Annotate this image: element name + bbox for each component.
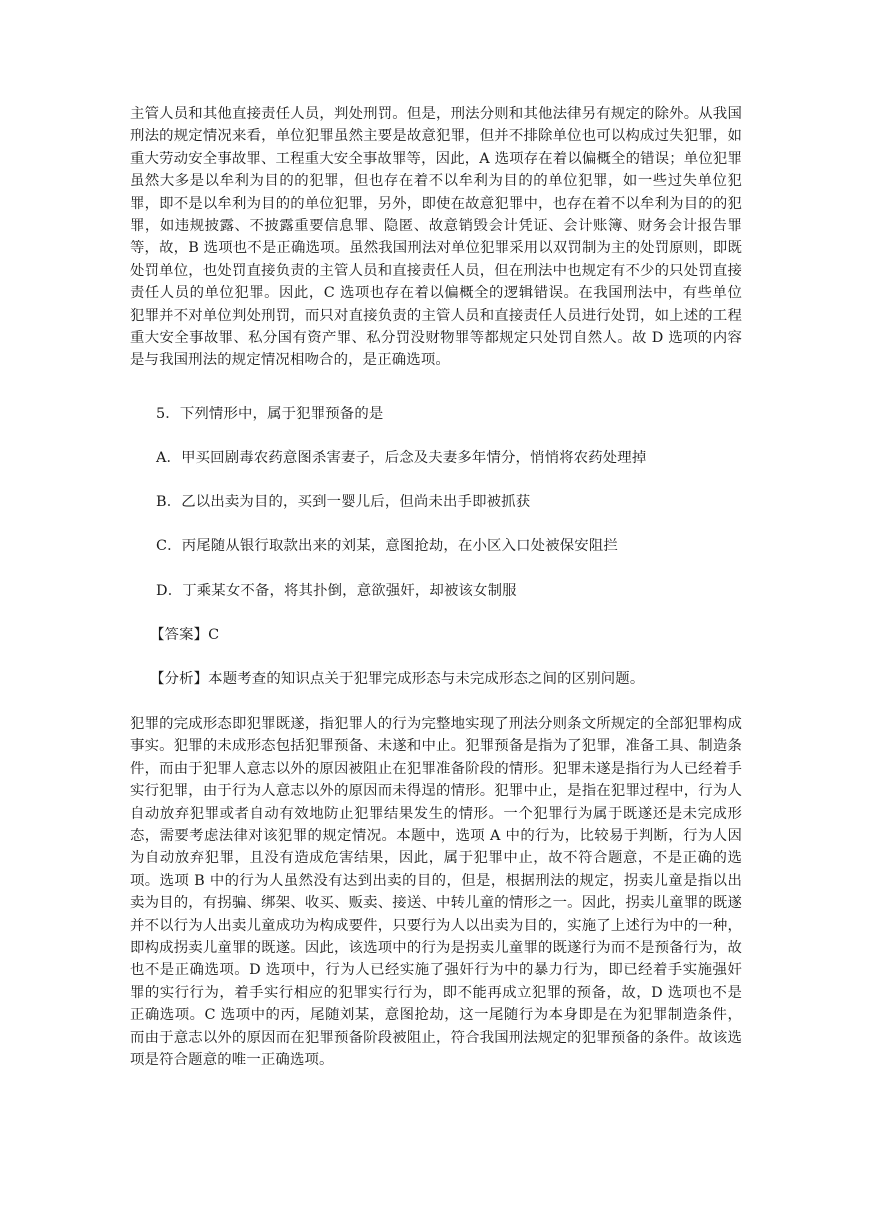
option-c: C．丙尾随从银行取款出来的刘某，意图抢劫，在小区入口处被保安阻拦 bbox=[156, 538, 618, 554]
explanation-paragraph-previous: 主管人员和其他直接责任人员，判处刑罚。但是，刑法分则和其他法律另有规定的除外。从我国刑法的规定情况来看，单位犯罪虽然主要是故意犯罪，但并不排除单位也可以构成过失犯罪，如重大劳动安全事故罪、工程重大安全事故罪等，因此，A 选项存在着以偏概全的错误；单位犯罪虽然大多是以牟利为目的的犯罪，但也存在着不以牟利为目的的单位犯罪，如一些过失单位犯罪，即不是以牟利为目的的单位犯罪，另外，即使在故意犯罪中，也存在着不以牟利为目的的犯罪，如违规披露、不披露重要信息罪、隐匿、故意销毁会计凭证、会计账簿、财务会计报告罪等，故，B 选项也不是正确选项。虽然我国刑法对单位犯罪采用以双罚制为主的处罚原则，即既处罚单位，也处罚直接负责的主管人员和直接责任人员，但在刑法中也规定有不少的只处罚直接责任人员的单位犯罪。因此，C 选项也存在着以偏概全的逻辑错误。在我国刑法中，有些单位犯罪并不对单位判处刑罚，而只对直接负责的主管人员和直接责任人员进行处罚，如上述的工程重大安全事故罪、私分国有资产罪、私分罚没财物罪等都规定只处罚自然人。故 D 选项的内容是与我国刑法的规定情况相吻合的，是正确选项。 bbox=[130, 106, 742, 369]
analysis-intro: 【分析】本题考查的知识点关于犯罪完成形态与未完成形态之间的区别问题。 bbox=[150, 671, 645, 687]
question-stem: 5．下列情形中，属于犯罪预备的是 bbox=[156, 406, 384, 422]
option-a: A．甲买回剧毒农药意图杀害妻子，后念及夫妻多年情分，悄悄将农药处理掉 bbox=[156, 450, 647, 466]
answer-line: 【答案】C bbox=[150, 627, 220, 643]
option-b: B．乙以出卖为目的，买到一婴儿后，但尚未出手即被抓获 bbox=[156, 494, 531, 510]
analysis-body-paragraph: 犯罪的完成形态即犯罪既遂，指犯罪人的行为完整地实现了刑法分则条文所规定的全部犯罪构成事实。犯罪的未成形态包括犯罪预备、未遂和中止。犯罪预备是指为了犯罪，准备工具、制造条件，而由于犯罪人意志以外的原因被阻止在犯罪准备阶段的情形。犯罪未遂是指行为人已经着手实行犯罪，由于行为人意志以外的原因而未得逞的情形。犯罪中止，是指在犯罪过程中，行为人自动放弃犯罪或者自动有效地防止犯罪结果发生的情形。一个犯罪行为属于既遂还是未完成形态，需要考虑法律对该犯罪的规定情况。本题中，选项 A 中的行为，比较易于判断，行为人因为自动放弃犯罪，且没有造成危害结果，因此，属于犯罪中止，故不符合题意，不是正确的选项。选项 B 中的行为人虽然没有达到出卖的目的，但是，根据刑法的规定，拐卖儿童是指以出卖为目的，有拐骗、绑架、收买、贩卖、接送、中转儿童的情形之一。因此，拐卖儿童罪的既遂并不以行为人出卖儿童成功为构成要件，只要行为人以出卖为目的，实施了上述行为中的一种，即构成拐卖儿童罪的既遂。因此，该选项中的行为是拐卖儿童罪的既遂行为而不是预备行为，故也不是正确选项。D 选项中，行为人已经实施了强奸行为中的暴力行为，即已经着手实施强奸罪的实行行为，着手实行相应的犯罪实行行为，即不能再成立犯罪的预备，故，D 选项也不是正确选项。C 选项中的丙，尾随刘某，意图抢劫，这一尾随行为本身即是在为犯罪制造条件，而由于意志以外的原因而在犯罪预备阶段被阻止，符合我国刑法规定的犯罪预备的条件。故该选项是符合题意的唯一正确选项。 bbox=[130, 716, 742, 1069]
option-d: D．丁乘某女不备，将其扑倒，意欲强奸，却被该女制服 bbox=[156, 583, 517, 599]
